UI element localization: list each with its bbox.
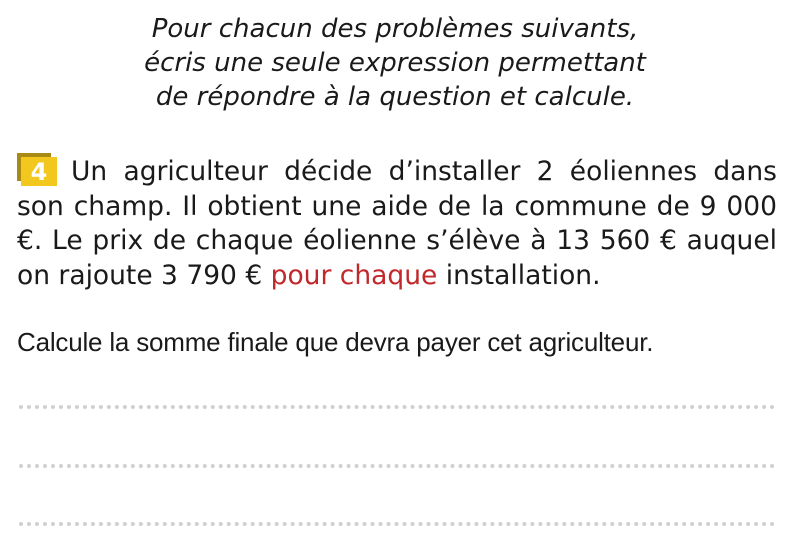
problem-statement [17, 153, 777, 293]
question: Calcule la somme finale que devra payer cet agriculteur. [17, 327, 654, 357]
answer-line[interactable] [19, 405, 775, 409]
problem-text: Un agriculteur décide d’installer 2 éoliennes dans son champ. Il obtient une aide de la commune de 9 000 €. Le prix de chaque éolienne s’élève à 13 560 € auquel on rajoute 3 790 € [17, 156, 777, 291]
answer-line[interactable] [19, 522, 775, 526]
problem-number-badge [17, 153, 57, 186]
instructions-line-3: de répondre à la question et calcule. [155, 82, 635, 112]
highlighted-text: pour chaque [270, 259, 438, 291]
problem-number: 4 [21, 157, 57, 186]
instructions [0, 12, 790, 114]
instructions-line-1: Pour chacun des problèmes suivants, [151, 14, 639, 44]
answer-line[interactable] [19, 464, 775, 468]
problem-text-end: installation. [445, 259, 601, 291]
instructions-line-2: écris une seule expression permettant [144, 48, 646, 78]
